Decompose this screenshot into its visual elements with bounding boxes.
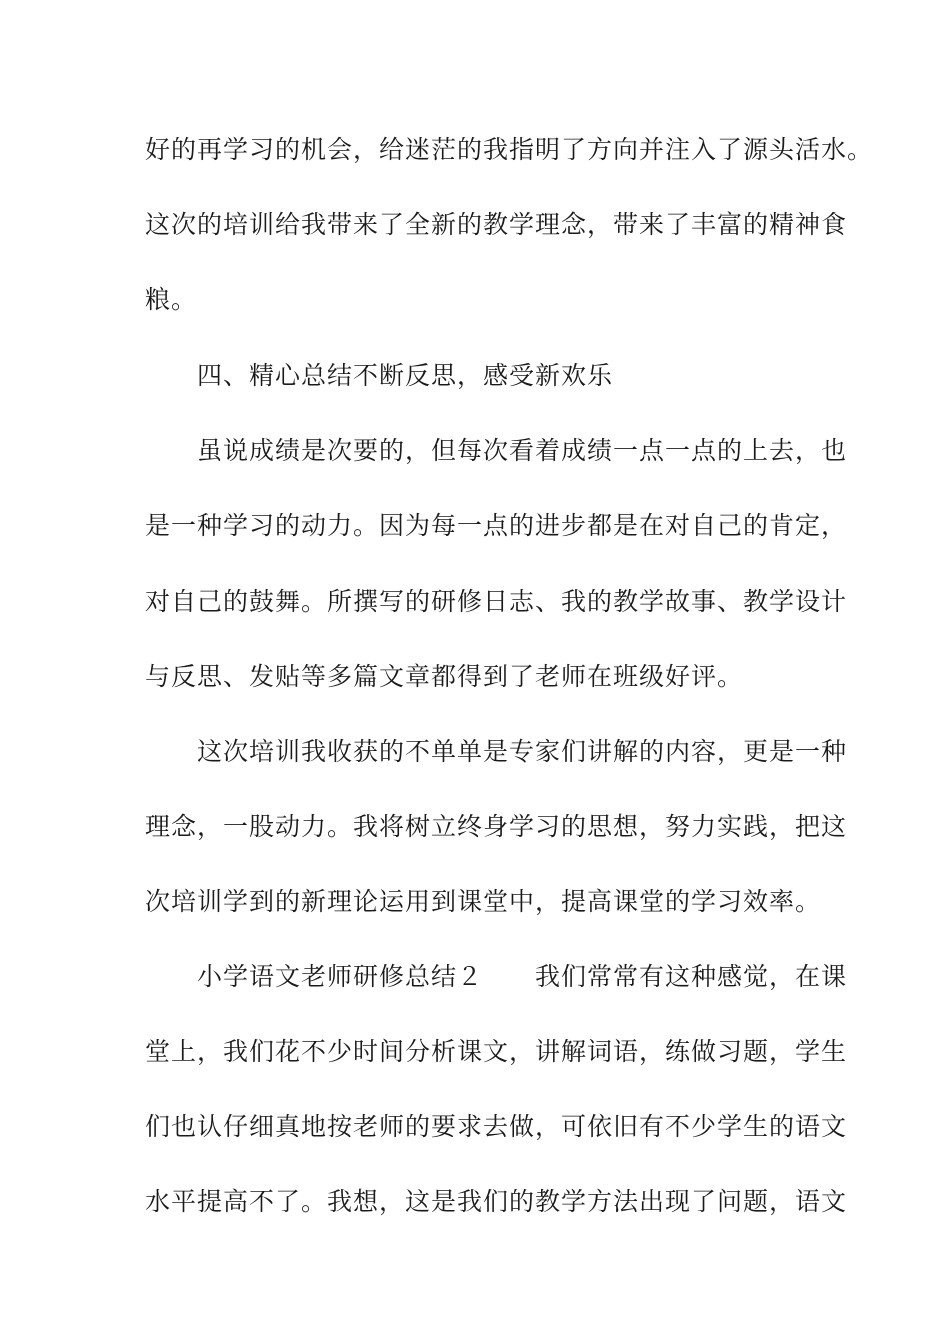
text-line: 虽说成绩是次要的，但每次看着成绩一点一点的上去，也 bbox=[145, 436, 848, 465]
section-heading: 四、精心总结不断反思，感受新欢乐 bbox=[145, 361, 614, 390]
text-line: 好的再学习的机会，给迷茫的我指明了方向并注入了源头活水。 bbox=[145, 135, 874, 164]
text-line: 粮。 bbox=[145, 285, 198, 314]
text-line: 是一种学习的动力。因为每一点的进步都是在对自己的肯定， bbox=[145, 511, 848, 540]
text-line: 次培训学到的新理论运用到课堂中，提高课堂的学习效率。 bbox=[145, 887, 822, 916]
text-line: 与反思、发贴等多篇文章都得到了老师在班级好评。 bbox=[145, 662, 744, 691]
text-line: 这次培训我收获的不单单是专家们讲解的内容，更是一种 bbox=[145, 737, 848, 766]
text-line: 对自己的鼓舞。所撰写的研修日志、我的教学故事、教学设计 bbox=[145, 587, 848, 616]
text-line: 理念，一股动力。我将树立终身学习的思想，努力实践，把这 bbox=[145, 812, 848, 841]
text-line: 水平提高不了。我想，这是我们的教学方法出现了问题，语文 bbox=[145, 1187, 848, 1216]
text-line: 这次的培训给我带来了全新的教学理念，带来了丰富的精神食 bbox=[145, 210, 848, 239]
text-line: 小学语文老师研修总结２ 我们常常有这种感觉，在课 bbox=[145, 962, 848, 991]
text-line: 堂上，我们花不少时间分析课文，讲解词语，练做习题，学生 bbox=[145, 1037, 848, 1066]
text-line: 们也认仔细真地按老师的要求去做，可依旧有不少学生的语文 bbox=[145, 1112, 848, 1141]
